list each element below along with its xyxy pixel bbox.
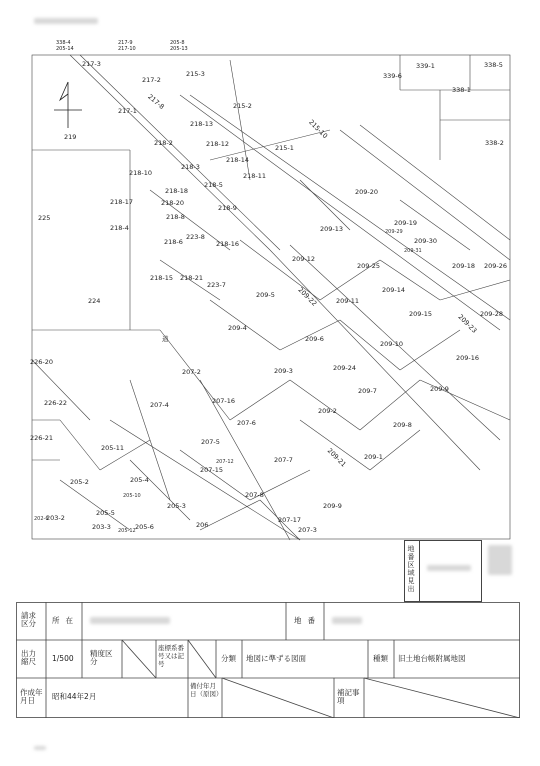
parcel-label: 219 xyxy=(64,133,77,141)
parcel-label: 209-31 xyxy=(404,248,422,254)
parcel-label: 225 xyxy=(38,214,51,222)
parcel-label: 339-6 xyxy=(383,72,402,80)
area-index-box xyxy=(404,540,482,602)
location-label: 所在 xyxy=(52,616,79,625)
road-label: 215-10 xyxy=(307,118,330,141)
parcel-label: 209-4 xyxy=(228,324,247,332)
parcel-label: 218-18 xyxy=(165,187,189,195)
parcel-label: 209-28 xyxy=(480,310,504,318)
parcel-label: 217-1 xyxy=(118,107,137,115)
legend-col3-a: 205-8 xyxy=(170,40,185,46)
parcel-label: 209-13 xyxy=(320,225,344,233)
location-value-blurred xyxy=(90,617,170,624)
parcel-label: 218-2 xyxy=(154,139,173,147)
request-form-table xyxy=(16,602,520,718)
parcel-label: 215-1 xyxy=(275,144,294,152)
parcel-label: 205-6 xyxy=(135,523,154,531)
parcel-label: 223-7 xyxy=(207,281,226,289)
parcel-label: 209-9 xyxy=(430,385,449,393)
parcel-label: 205-2 xyxy=(70,478,89,486)
parcel-label: 209-8 xyxy=(393,421,412,429)
parcel-label: 203-2 xyxy=(46,514,65,522)
parcel-label: 218-10 xyxy=(129,169,153,177)
supplementary-notes-label: 補記事項 xyxy=(337,688,360,705)
parcel-label: 226-20 xyxy=(30,358,54,366)
parcel-label: 339-1 xyxy=(416,62,435,70)
parcel-label: 218-5 xyxy=(204,181,223,189)
parcel-label: 209-3 xyxy=(274,367,293,375)
parcel-label: 215-3 xyxy=(186,70,205,78)
parcel-label: 338-5 xyxy=(484,61,503,69)
parcel-label: 207-2 xyxy=(182,368,201,376)
installation-date-label: 備付年月日（原図） xyxy=(190,682,223,698)
parcel-label: 218-14 xyxy=(226,156,250,164)
parcel-label: 209-7 xyxy=(358,387,377,395)
parcel-label: 209-26 xyxy=(484,262,508,270)
parcel-label: 207-17 xyxy=(278,516,302,524)
parcel-label: 209-29 xyxy=(385,229,403,235)
parcel-label: 338-1 xyxy=(452,86,471,94)
parcel-label: 209-1 xyxy=(364,453,383,461)
legend-col1-b: 205-14 xyxy=(56,46,74,52)
parcel-label: 203-3 xyxy=(92,523,111,531)
parcel-label: 218-11 xyxy=(243,172,267,180)
road-label: 217-8 xyxy=(146,92,166,111)
parcel-label: 209-10 xyxy=(380,340,404,348)
parcel-label: 道 xyxy=(162,335,169,343)
parcel-label: 217-2 xyxy=(142,76,161,84)
parcel-label: 215-2 xyxy=(233,102,252,110)
parcel-label: 209-16 xyxy=(456,354,480,362)
parcel-label: 207-15 xyxy=(200,466,224,474)
legend-col2-a: 217-9 xyxy=(118,40,133,46)
road-label: 209-21 xyxy=(325,446,348,469)
parcel-label: 205-5 xyxy=(96,509,115,517)
parcel-label: 218-17 xyxy=(110,198,134,206)
parcel-label: 209-15 xyxy=(409,310,433,318)
parcel-label: 207-12 xyxy=(216,459,234,465)
classification-label: 分類 xyxy=(221,654,236,663)
legend-col1-a: 338-4 xyxy=(56,40,71,46)
parcel-label: 218-12 xyxy=(206,140,230,148)
parcel-label: 209-11 xyxy=(336,297,360,305)
classification-value: 地図に準ずる図面 xyxy=(246,654,306,663)
parcel-label: 205-12 xyxy=(118,528,136,534)
creation-date-label: 作成年月日 xyxy=(20,688,43,705)
parcel-label: 205-4 xyxy=(130,476,149,484)
parcel-label: 218-13 xyxy=(190,120,214,128)
parcel-label: 209-6 xyxy=(305,335,324,343)
type-value: 旧土地台帳附属地図 xyxy=(398,654,466,663)
parcel-label: 205-3 xyxy=(167,502,186,510)
side-note-blurred xyxy=(488,545,512,575)
road-label: 209-23 xyxy=(456,312,479,335)
parcel-label: 218-9 xyxy=(218,204,237,212)
parcel-label: 226-21 xyxy=(30,434,54,442)
request-type-label: 請求区分 xyxy=(21,611,36,628)
parcel-label: 218-8 xyxy=(166,213,185,221)
parcel-label: 217-3 xyxy=(82,60,101,68)
parcel-label: 205-11 xyxy=(101,444,125,452)
parcel-label: 209-18 xyxy=(452,262,476,270)
parcel-label: 338-2 xyxy=(485,139,504,147)
parcel-label: 209-19 xyxy=(394,219,418,227)
lot-number-value-blurred xyxy=(332,617,362,624)
parcel-label: 218-6 xyxy=(164,238,183,246)
parcel-label: 218-15 xyxy=(150,274,174,282)
parcel-label: 224 xyxy=(88,297,101,305)
lot-number-label: 地番 xyxy=(294,616,321,625)
parcel-label: 218-20 xyxy=(161,199,185,207)
parcel-label: 209-30 xyxy=(414,237,438,245)
coordinate-system-label: 座標系番号又は記号 xyxy=(158,644,184,668)
parcel-label: 218-21 xyxy=(180,274,204,282)
parcel-label: 218-16 xyxy=(216,240,240,248)
parcel-label: 223-8 xyxy=(186,233,205,241)
parcel-label: 218-4 xyxy=(110,224,129,232)
parcel-label: 207-3 xyxy=(298,526,317,534)
parcel-label: 207-4 xyxy=(150,401,169,409)
parcel-label: 207-8 xyxy=(245,491,264,499)
legend-col3-b: 205-13 xyxy=(170,46,188,52)
output-scale-value: 1/500 xyxy=(52,654,74,663)
parcel-label: 226-22 xyxy=(44,399,68,407)
parcel-label: 207-5 xyxy=(201,438,220,446)
area-index-label: 地番区域見出 xyxy=(407,545,415,593)
parcel-label: 209-24 xyxy=(333,364,357,372)
parcel-label: 209-20 xyxy=(355,188,379,196)
output-scale-label: 出力縮尺 xyxy=(21,649,36,666)
footer-blurred xyxy=(34,746,46,750)
parcel-label: 209-9 xyxy=(323,502,342,510)
creation-date-value: 昭和44年2月 xyxy=(52,692,97,701)
type-label: 種類 xyxy=(373,654,388,663)
legend-col2-b: 217-10 xyxy=(118,46,136,52)
precision-label: 精度区分 xyxy=(90,649,113,666)
parcel-label: 209-14 xyxy=(382,286,406,294)
road-label: 209-22 xyxy=(296,285,319,308)
parcel-label: 209-2 xyxy=(318,407,337,415)
parcel-label: 209-12 xyxy=(292,255,316,263)
parcel-label: 209-5 xyxy=(256,291,275,299)
parcel-label: 205-10 xyxy=(123,493,141,499)
north-arrow-icon xyxy=(54,82,82,128)
parcel-label: 207-7 xyxy=(274,456,293,464)
area-index-blurred xyxy=(427,565,471,571)
parcel-label: 209-25 xyxy=(357,262,381,270)
parcel-label: 202-6 xyxy=(34,516,49,522)
parcel-label: 206 xyxy=(196,521,209,529)
parcel-label: 207-16 xyxy=(212,397,236,405)
parcel-label: 218-3 xyxy=(181,163,200,171)
parcel-label: 207-6 xyxy=(237,419,256,427)
